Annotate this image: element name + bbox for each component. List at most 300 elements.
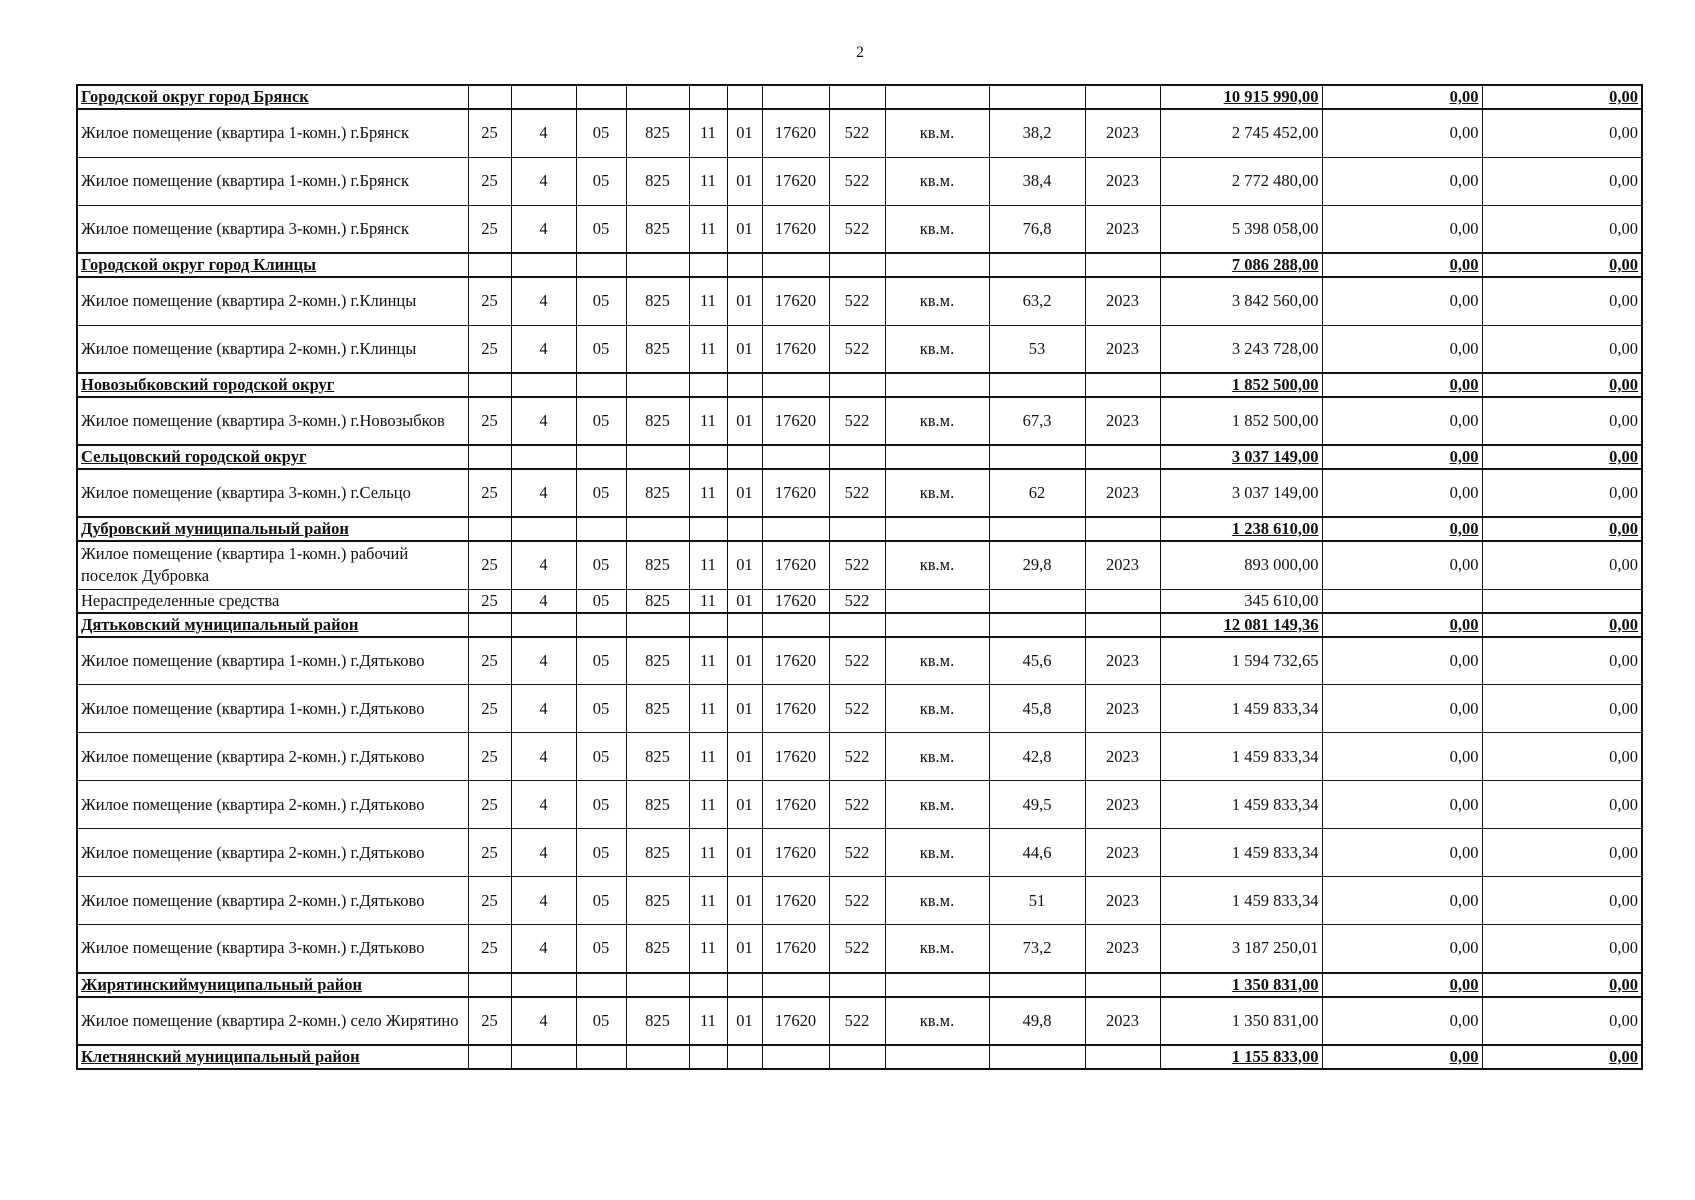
- amount-third: 0,00: [1482, 973, 1642, 997]
- code-cell: 522: [829, 877, 885, 925]
- code-cell: 25: [468, 637, 511, 685]
- code-cell: 522: [829, 541, 885, 589]
- amount-third: 0,00: [1482, 613, 1642, 637]
- code-cell: [727, 373, 762, 397]
- code-cell: 4: [511, 997, 576, 1045]
- amount-total: 2 772 480,00: [1160, 157, 1322, 205]
- row-name: Дятьковский муниципальный район: [77, 613, 468, 637]
- amount-total: 3 187 250,01: [1160, 925, 1322, 973]
- code-cell: 11: [689, 325, 727, 373]
- code-cell: 522: [829, 397, 885, 445]
- code-cell: 05: [576, 637, 626, 685]
- amount-third: 0,00: [1482, 373, 1642, 397]
- code-cell: 17620: [762, 325, 829, 373]
- year-cell: 2023: [1085, 325, 1160, 373]
- code-cell: 17620: [762, 685, 829, 733]
- amount-second: 0,00: [1322, 373, 1482, 397]
- code-cell: [829, 445, 885, 469]
- row-name: Клетнянский муниципальный район: [77, 1045, 468, 1069]
- table-row: [77, 469, 1642, 517]
- code-cell: 25: [468, 733, 511, 781]
- code-cell: [829, 517, 885, 541]
- code-cell: 25: [468, 829, 511, 877]
- code-cell: [511, 1045, 576, 1069]
- table-row: [77, 325, 1642, 373]
- code-cell: 4: [511, 685, 576, 733]
- code-cell: 05: [576, 541, 626, 589]
- amount-third: 0,00: [1482, 85, 1642, 109]
- amount-third: [1482, 589, 1642, 613]
- code-cell: 05: [576, 589, 626, 613]
- code-cell: 25: [468, 925, 511, 973]
- code-cell: 05: [576, 877, 626, 925]
- unit-cell: кв.м.: [885, 325, 989, 373]
- code-cell: [689, 973, 727, 997]
- year-cell: [1085, 373, 1160, 397]
- code-cell: 01: [727, 469, 762, 517]
- code-cell: 25: [468, 277, 511, 325]
- code-cell: [689, 1045, 727, 1069]
- area-cell: 53: [989, 325, 1085, 373]
- code-cell: 825: [626, 925, 689, 973]
- amount-third: 0,00: [1482, 685, 1642, 733]
- row-name: Жилое помещение (квартира 1-комн.) г.Дятьково: [77, 637, 468, 685]
- code-cell: 11: [689, 589, 727, 613]
- code-cell: [689, 253, 727, 277]
- code-cell: 01: [727, 925, 762, 973]
- code-cell: [727, 613, 762, 637]
- code-cell: [626, 973, 689, 997]
- code-cell: 17620: [762, 589, 829, 613]
- year-cell: 2023: [1085, 877, 1160, 925]
- unit-cell: [885, 445, 989, 469]
- amount-third: 0,00: [1482, 445, 1642, 469]
- code-cell: 01: [727, 781, 762, 829]
- year-cell: 2023: [1085, 277, 1160, 325]
- code-cell: 825: [626, 829, 689, 877]
- amount-second: 0,00: [1322, 877, 1482, 925]
- code-cell: 11: [689, 997, 727, 1045]
- code-cell: [468, 517, 511, 541]
- amount-total: 3 037 149,00: [1160, 445, 1322, 469]
- code-cell: [762, 445, 829, 469]
- code-cell: [511, 973, 576, 997]
- code-cell: 05: [576, 997, 626, 1045]
- code-cell: 11: [689, 397, 727, 445]
- code-cell: 522: [829, 829, 885, 877]
- code-cell: 522: [829, 685, 885, 733]
- amount-second: 0,00: [1322, 829, 1482, 877]
- row-name: Жилое помещение (квартира 2-комн.) г.Клинцы: [77, 325, 468, 373]
- code-cell: [727, 445, 762, 469]
- code-cell: 825: [626, 157, 689, 205]
- code-cell: [829, 973, 885, 997]
- year-cell: 2023: [1085, 637, 1160, 685]
- code-cell: [511, 85, 576, 109]
- amount-third: 0,00: [1482, 157, 1642, 205]
- code-cell: 01: [727, 205, 762, 253]
- code-cell: 4: [511, 733, 576, 781]
- code-cell: [762, 973, 829, 997]
- code-cell: [511, 517, 576, 541]
- table-row: [77, 997, 1642, 1045]
- code-cell: 01: [727, 277, 762, 325]
- amount-total: 1 852 500,00: [1160, 373, 1322, 397]
- year-cell: 2023: [1085, 469, 1160, 517]
- amount-total: 1 459 833,34: [1160, 781, 1322, 829]
- amount-total: 7 086 288,00: [1160, 253, 1322, 277]
- code-cell: 25: [468, 469, 511, 517]
- code-cell: [829, 1045, 885, 1069]
- unit-cell: [885, 1045, 989, 1069]
- code-cell: [576, 373, 626, 397]
- amount-third: 0,00: [1482, 469, 1642, 517]
- row-name: Жилое помещение (квартира 2-комн.) г.Клинцы: [77, 277, 468, 325]
- year-cell: 2023: [1085, 109, 1160, 157]
- code-cell: 01: [727, 997, 762, 1045]
- code-cell: [829, 613, 885, 637]
- amount-second: 0,00: [1322, 205, 1482, 253]
- code-cell: 825: [626, 325, 689, 373]
- code-cell: [762, 1045, 829, 1069]
- year-cell: 2023: [1085, 925, 1160, 973]
- row-name: Жилое помещение (квартира 3-комн.) г.Брянск: [77, 205, 468, 253]
- code-cell: [511, 253, 576, 277]
- code-cell: 05: [576, 925, 626, 973]
- code-cell: 11: [689, 781, 727, 829]
- unit-cell: [885, 373, 989, 397]
- amount-total: 1 350 831,00: [1160, 997, 1322, 1045]
- amount-total: 12 081 149,36: [1160, 613, 1322, 637]
- table-row: [77, 109, 1642, 157]
- code-cell: [689, 517, 727, 541]
- year-cell: 2023: [1085, 205, 1160, 253]
- code-cell: [727, 1045, 762, 1069]
- amount-second: 0,00: [1322, 277, 1482, 325]
- amount-third: 0,00: [1482, 205, 1642, 253]
- area-cell: [989, 589, 1085, 613]
- code-cell: 25: [468, 589, 511, 613]
- row-name: Жилое помещение (квартира 2-комн.) г.Дятьково: [77, 733, 468, 781]
- row-name: Дубровский муниципальный район: [77, 517, 468, 541]
- code-cell: [576, 613, 626, 637]
- code-cell: 05: [576, 397, 626, 445]
- code-cell: [762, 373, 829, 397]
- area-cell: 42,8: [989, 733, 1085, 781]
- code-cell: [576, 1045, 626, 1069]
- amount-total: 1 852 500,00: [1160, 397, 1322, 445]
- code-cell: 11: [689, 205, 727, 253]
- code-cell: [762, 253, 829, 277]
- code-cell: 01: [727, 733, 762, 781]
- unit-cell: кв.м.: [885, 109, 989, 157]
- group-row: [77, 517, 1642, 541]
- code-cell: [626, 85, 689, 109]
- amount-second: 0,00: [1322, 781, 1482, 829]
- table-body: [77, 85, 1642, 1069]
- amount-third: 0,00: [1482, 517, 1642, 541]
- page-number: 2: [856, 44, 864, 61]
- amount-third: 0,00: [1482, 877, 1642, 925]
- amount-second: 0,00: [1322, 925, 1482, 973]
- amount-total: 345 610,00: [1160, 589, 1322, 613]
- code-cell: 25: [468, 205, 511, 253]
- code-cell: 4: [511, 637, 576, 685]
- code-cell: 11: [689, 733, 727, 781]
- code-cell: 4: [511, 925, 576, 973]
- row-name: Жилое помещение (квартира 3-комн.) г.Сельцо: [77, 469, 468, 517]
- year-cell: [1085, 613, 1160, 637]
- code-cell: 11: [689, 109, 727, 157]
- amount-total: 1 238 610,00: [1160, 517, 1322, 541]
- table-row: [77, 829, 1642, 877]
- code-cell: 25: [468, 397, 511, 445]
- code-cell: 01: [727, 637, 762, 685]
- code-cell: 825: [626, 997, 689, 1045]
- row-name: Жилое помещение (квартира 2-комн.) г.Дятьково: [77, 829, 468, 877]
- code-cell: 11: [689, 829, 727, 877]
- table-row: [77, 781, 1642, 829]
- unit-cell: кв.м.: [885, 829, 989, 877]
- group-row: [77, 445, 1642, 469]
- amount-third: 0,00: [1482, 325, 1642, 373]
- code-cell: 825: [626, 877, 689, 925]
- code-cell: [468, 253, 511, 277]
- unit-cell: кв.м.: [885, 685, 989, 733]
- row-name: Жилое помещение (квартира 1-комн.) г.Брянск: [77, 109, 468, 157]
- area-cell: 45,8: [989, 685, 1085, 733]
- code-cell: 05: [576, 157, 626, 205]
- unit-cell: кв.м.: [885, 469, 989, 517]
- code-cell: 01: [727, 325, 762, 373]
- row-name: Жирятинскиймуниципальный район: [77, 973, 468, 997]
- area-cell: 76,8: [989, 205, 1085, 253]
- code-cell: 25: [468, 781, 511, 829]
- code-cell: [689, 445, 727, 469]
- unit-cell: [885, 973, 989, 997]
- code-cell: [468, 613, 511, 637]
- code-cell: 05: [576, 277, 626, 325]
- code-cell: 4: [511, 781, 576, 829]
- row-name: Городской округ город Клинцы: [77, 253, 468, 277]
- code-cell: 522: [829, 733, 885, 781]
- code-cell: [626, 253, 689, 277]
- code-cell: 25: [468, 157, 511, 205]
- code-cell: 825: [626, 733, 689, 781]
- code-cell: 522: [829, 469, 885, 517]
- code-cell: 05: [576, 205, 626, 253]
- code-cell: 11: [689, 877, 727, 925]
- code-cell: [689, 373, 727, 397]
- code-cell: 17620: [762, 469, 829, 517]
- row-name: Жилое помещение (квартира 2-комн.) село Жирятино: [77, 997, 468, 1045]
- code-cell: 4: [511, 397, 576, 445]
- code-cell: 522: [829, 157, 885, 205]
- amount-third: 0,00: [1482, 277, 1642, 325]
- budget-table: [76, 84, 1643, 1070]
- row-name: Жилое помещение (квартира 3-комн.) г.Новозыбков: [77, 397, 468, 445]
- amount-total: 2 745 452,00: [1160, 109, 1322, 157]
- unit-cell: кв.м.: [885, 157, 989, 205]
- amount-third: 0,00: [1482, 925, 1642, 973]
- table-row: [77, 685, 1642, 733]
- area-cell: 62: [989, 469, 1085, 517]
- code-cell: 25: [468, 685, 511, 733]
- code-cell: [576, 85, 626, 109]
- code-cell: 825: [626, 541, 689, 589]
- code-cell: 05: [576, 829, 626, 877]
- row-name: Жилое помещение (квартира 2-комн.) г.Дятьково: [77, 781, 468, 829]
- code-cell: 17620: [762, 925, 829, 973]
- code-cell: 522: [829, 589, 885, 613]
- unit-cell: [885, 517, 989, 541]
- amount-total: 3 243 728,00: [1160, 325, 1322, 373]
- code-cell: [511, 373, 576, 397]
- code-cell: 05: [576, 781, 626, 829]
- code-cell: [689, 613, 727, 637]
- unit-cell: кв.м.: [885, 781, 989, 829]
- amount-second: 0,00: [1322, 325, 1482, 373]
- year-cell: 2023: [1085, 781, 1160, 829]
- code-cell: 825: [626, 109, 689, 157]
- code-cell: [576, 973, 626, 997]
- year-cell: 2023: [1085, 829, 1160, 877]
- group-row: [77, 85, 1642, 109]
- group-row: [77, 253, 1642, 277]
- table-row: [77, 541, 1642, 589]
- amount-third: 0,00: [1482, 253, 1642, 277]
- table-row: [77, 277, 1642, 325]
- code-cell: 17620: [762, 877, 829, 925]
- code-cell: 01: [727, 685, 762, 733]
- code-cell: 05: [576, 733, 626, 781]
- amount-second: 0,00: [1322, 613, 1482, 637]
- code-cell: [829, 85, 885, 109]
- code-cell: 4: [511, 109, 576, 157]
- table-row: [77, 157, 1642, 205]
- code-cell: 05: [576, 469, 626, 517]
- code-cell: 522: [829, 205, 885, 253]
- area-cell: [989, 445, 1085, 469]
- code-cell: 11: [689, 685, 727, 733]
- unit-cell: кв.м.: [885, 925, 989, 973]
- code-cell: [576, 445, 626, 469]
- code-cell: 4: [511, 829, 576, 877]
- unit-cell: [885, 253, 989, 277]
- code-cell: [829, 253, 885, 277]
- code-cell: 01: [727, 541, 762, 589]
- area-cell: 73,2: [989, 925, 1085, 973]
- unit-cell: кв.м.: [885, 877, 989, 925]
- group-row: [77, 1045, 1642, 1069]
- code-cell: [727, 517, 762, 541]
- unit-cell: кв.м.: [885, 397, 989, 445]
- amount-second: 0,00: [1322, 637, 1482, 685]
- amount-second: 0,00: [1322, 1045, 1482, 1069]
- code-cell: [762, 85, 829, 109]
- code-cell: 17620: [762, 997, 829, 1045]
- table-row: [77, 733, 1642, 781]
- area-cell: 49,5: [989, 781, 1085, 829]
- group-row: [77, 373, 1642, 397]
- year-cell: [1085, 517, 1160, 541]
- code-cell: 25: [468, 877, 511, 925]
- code-cell: [762, 517, 829, 541]
- area-cell: [989, 517, 1085, 541]
- code-cell: [576, 517, 626, 541]
- code-cell: 11: [689, 469, 727, 517]
- row-name: Жилое помещение (квартира 2-комн.) г.Дятьково: [77, 877, 468, 925]
- amount-total: 5 398 058,00: [1160, 205, 1322, 253]
- code-cell: [511, 445, 576, 469]
- code-cell: 17620: [762, 637, 829, 685]
- code-cell: [626, 373, 689, 397]
- code-cell: [762, 613, 829, 637]
- amount-second: 0,00: [1322, 109, 1482, 157]
- code-cell: 17620: [762, 157, 829, 205]
- code-cell: 01: [727, 589, 762, 613]
- row-name: Сельцовский городской округ: [77, 445, 468, 469]
- unit-cell: кв.м.: [885, 205, 989, 253]
- code-cell: 11: [689, 637, 727, 685]
- unit-cell: кв.м.: [885, 541, 989, 589]
- unit-cell: [885, 613, 989, 637]
- amount-second: 0,00: [1322, 157, 1482, 205]
- code-cell: 522: [829, 109, 885, 157]
- amount-second: 0,00: [1322, 517, 1482, 541]
- code-cell: [468, 85, 511, 109]
- area-cell: 45,6: [989, 637, 1085, 685]
- year-cell: [1085, 445, 1160, 469]
- row-name: Жилое помещение (квартира 1-комн.) г.Дятьково: [77, 685, 468, 733]
- code-cell: 825: [626, 685, 689, 733]
- year-cell: [1085, 973, 1160, 997]
- code-cell: 17620: [762, 541, 829, 589]
- year-cell: 2023: [1085, 541, 1160, 589]
- code-cell: 25: [468, 109, 511, 157]
- row-name: Городской округ город Брянск: [77, 85, 468, 109]
- code-cell: 825: [626, 637, 689, 685]
- amount-third: 0,00: [1482, 781, 1642, 829]
- area-cell: [989, 1045, 1085, 1069]
- code-cell: 17620: [762, 733, 829, 781]
- unit-cell: кв.м.: [885, 997, 989, 1045]
- table-row: [77, 205, 1642, 253]
- code-cell: 11: [689, 541, 727, 589]
- code-cell: 825: [626, 397, 689, 445]
- code-cell: [626, 445, 689, 469]
- row-name: Жилое помещение (квартира 1-комн.) г.Брянск: [77, 157, 468, 205]
- amount-total: 1 594 732,65: [1160, 637, 1322, 685]
- code-cell: 825: [626, 589, 689, 613]
- amount-second: 0,00: [1322, 397, 1482, 445]
- table-row: [77, 637, 1642, 685]
- amount-total: 1 459 833,34: [1160, 829, 1322, 877]
- year-cell: 2023: [1085, 397, 1160, 445]
- year-cell: 2023: [1085, 997, 1160, 1045]
- code-cell: [689, 85, 727, 109]
- amount-third: 0,00: [1482, 733, 1642, 781]
- code-cell: [511, 613, 576, 637]
- amount-total: 3 842 560,00: [1160, 277, 1322, 325]
- amount-second: 0,00: [1322, 541, 1482, 589]
- area-cell: 63,2: [989, 277, 1085, 325]
- unit-cell: кв.м.: [885, 733, 989, 781]
- unit-cell: [885, 589, 989, 613]
- table-row: [77, 925, 1642, 973]
- code-cell: 01: [727, 157, 762, 205]
- code-cell: [829, 373, 885, 397]
